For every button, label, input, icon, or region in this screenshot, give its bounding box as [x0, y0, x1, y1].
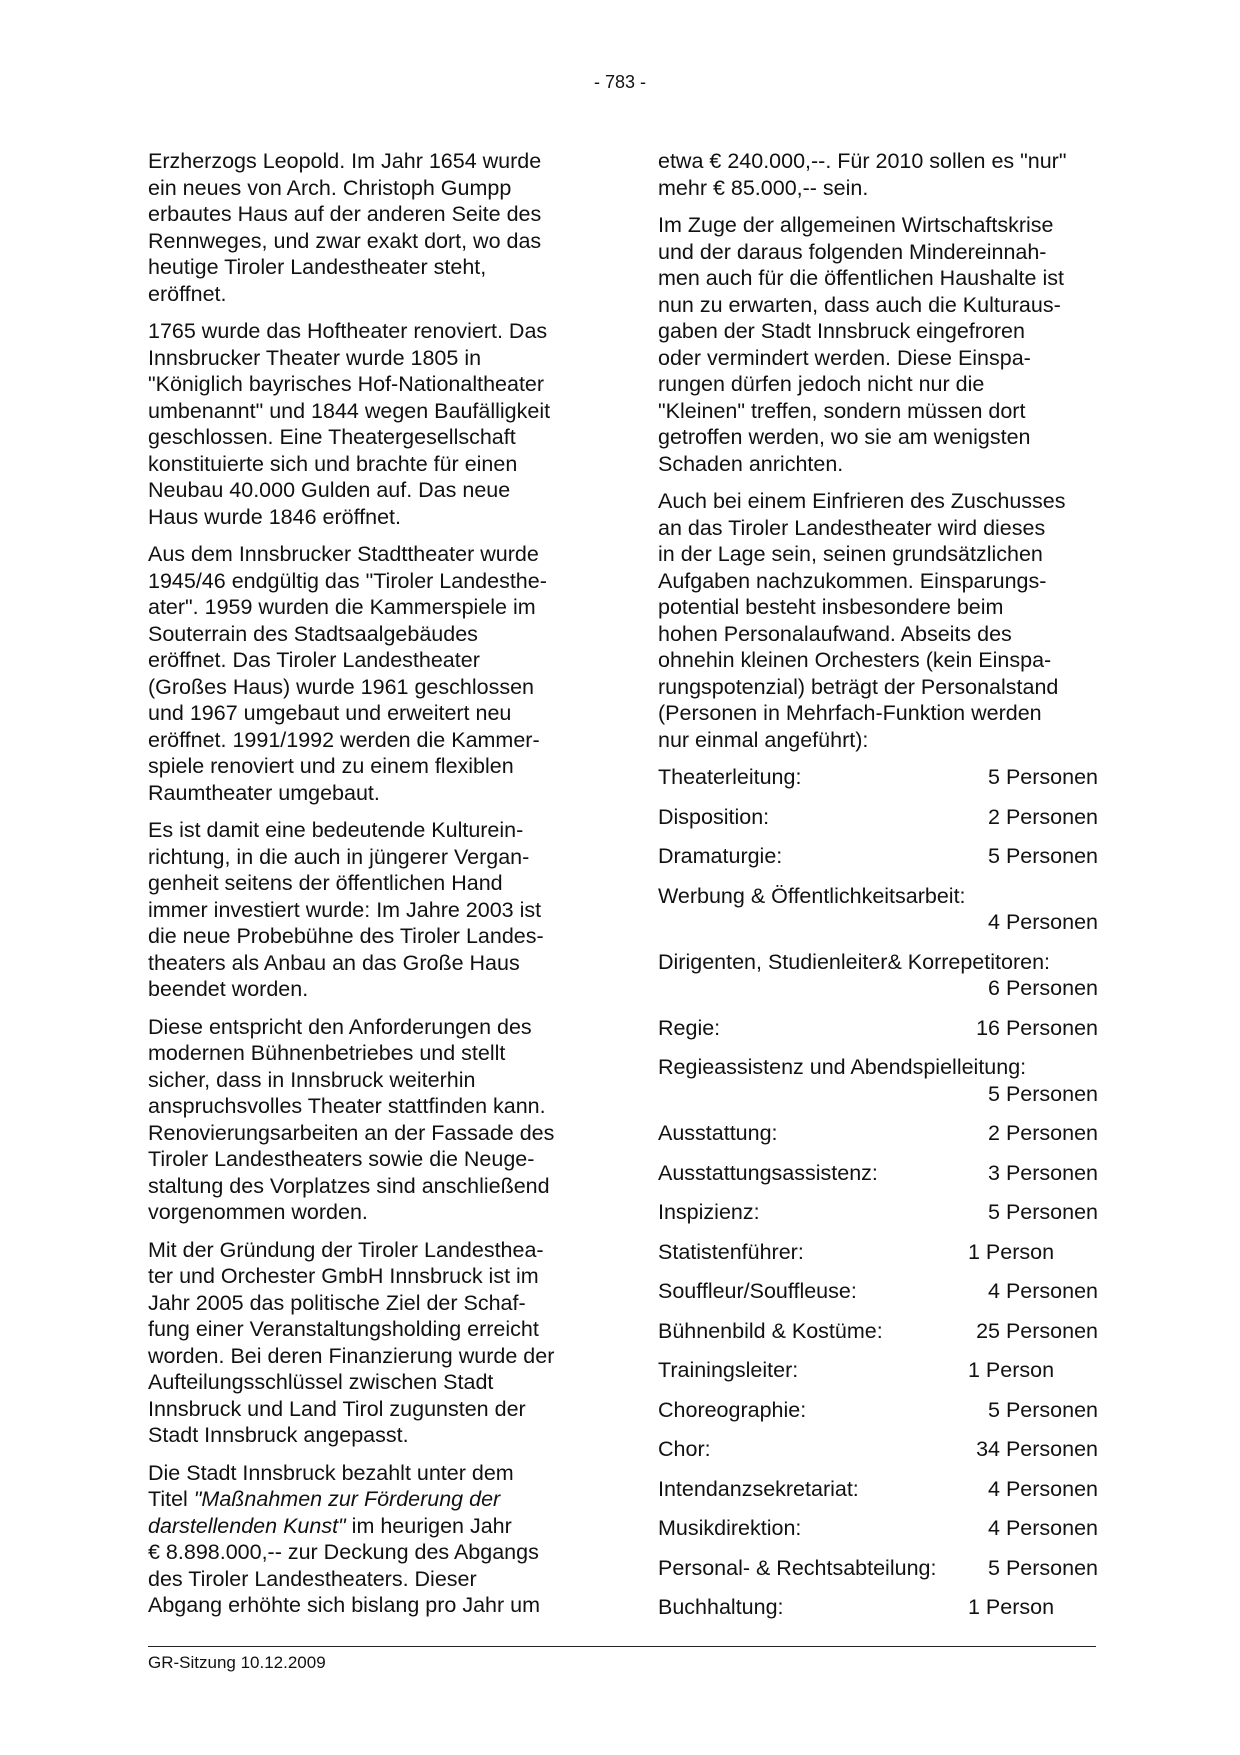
text-line: eröffnet.	[148, 281, 227, 306]
text-line: 1765 wurde das Hoftheater renoviert. Das	[148, 319, 548, 343]
text-line: eröffnet. 1991/1992 werden die Kammer-	[148, 727, 540, 752]
text-line: Rennweges, und zwar exakt dort, wo das	[148, 228, 542, 253]
staff-row	[658, 1160, 1108, 1187]
text-line: die neue Probebühne des Tiroler Landes-	[148, 924, 544, 948]
right-paragraphs	[658, 148, 1108, 753]
text-line: Raumtheater umgebaut.	[148, 780, 380, 805]
staff-label: Regieassistenz und Abendspielleitung:	[658, 1055, 1027, 1079]
text-line: Aus dem Innsbrucker Stadttheater wurde	[148, 542, 539, 566]
text-line: immer investiert wurde: Im Jahre 2003 ist	[148, 897, 542, 922]
text-line: rungen dürfen jedoch nicht nur die	[658, 372, 985, 396]
text-line: eröffnet. Das Tiroler Landestheater	[148, 648, 480, 672]
paragraph	[148, 817, 588, 1003]
text-line: konstituierte sich und brachte für einen	[148, 451, 518, 476]
staff-label: Disposition:	[658, 804, 770, 829]
staff-count: 4 Personen	[988, 1516, 1098, 1540]
paragraph	[148, 541, 588, 806]
paragraph	[148, 318, 588, 530]
staff-label: Bühnenbild & Kostüme:	[658, 1318, 883, 1343]
staff-label: Chor:	[658, 1437, 711, 1461]
text-line: Renovierungsarbeiten an der Fassade des	[148, 1120, 555, 1145]
text-line: Neubau 40.000 Gulden auf. Das neue	[148, 478, 511, 502]
text-line: und 1967 umgebaut und erweitert neu	[148, 701, 512, 725]
staff-count: 25 Personen	[976, 1318, 1098, 1343]
text-line: Erzherzogs Leopold. Im Jahr 1654 wurde	[148, 149, 542, 173]
staff-label: Choreographie:	[658, 1397, 807, 1422]
staff-label: Dirigenten, Studienleiter& Korrepetitoren:	[658, 949, 1050, 974]
staff-row	[658, 1436, 1108, 1463]
text-line: worden. Bei deren Finanzierung wurde der	[148, 1343, 555, 1368]
staff-label: Regie:	[658, 1015, 721, 1040]
text-line	[148, 1513, 588, 1540]
paragraph	[658, 488, 1108, 753]
text-line: Schaden anrichten.	[658, 451, 844, 476]
staff-count: 34 Personen	[976, 1437, 1098, 1461]
staff-row	[658, 1054, 1108, 1107]
staff-row	[658, 1594, 1108, 1621]
text-line: hohen Personalaufwand. Abseits des	[658, 621, 1012, 646]
staff-row	[658, 949, 1108, 1002]
staff-row	[658, 1278, 1108, 1305]
staff-count: 1 Person	[968, 1595, 1055, 1619]
text-line: ater". 1959 wurden die Kammerspiele im	[148, 595, 536, 619]
page-number: - 783 -	[593, 72, 647, 92]
paragraph	[658, 212, 1108, 477]
staff-count: 3 Personen	[988, 1160, 1098, 1185]
staff-label: Ausstattung:	[658, 1121, 778, 1145]
staff-count: 1 Person	[968, 1358, 1055, 1382]
paragraph	[148, 1237, 588, 1449]
staff-count: 5 Personen	[988, 844, 1098, 868]
staff-row	[658, 843, 1108, 870]
text-line: ohnehin kleinen Orchesters (kein Einspa-	[658, 648, 1052, 672]
staff-label: Intendanzsekretariat:	[658, 1476, 859, 1501]
text-line: etwa € 240.000,--. Für 2010 sollen es "nur"	[658, 149, 1067, 173]
staff-count: 2 Personen	[988, 1121, 1098, 1145]
text-line: Innsbruck und Land Tirol zugunsten der	[148, 1396, 526, 1421]
paragraph	[658, 148, 1108, 201]
text-line: modernen Bühnenbetriebes und stellt	[148, 1041, 506, 1065]
text-line: beendet worden.	[148, 977, 309, 1001]
text-line: geschlossen. Eine Theatergesellschaft	[148, 425, 516, 449]
text-line: Stadt Innsbruck angepasst.	[148, 1423, 409, 1447]
text-line: Aufgaben nachzukommen. Einsparungs-	[658, 568, 1047, 593]
staff-count: 16 Personen	[976, 1015, 1098, 1040]
staff-row	[658, 1397, 1108, 1424]
text-line: Souterrain des Stadtsaalgebäudes	[148, 621, 478, 646]
text-line: Innsbrucker Theater wurde 1805 in	[148, 345, 482, 370]
left-paragraphs	[148, 148, 588, 1449]
text-line: umbenannt" und 1844 wegen Baufälligkeit	[148, 398, 551, 423]
staff-count: 5 Personen	[988, 1555, 1098, 1580]
staff-label: Trainingsleiter:	[658, 1358, 799, 1382]
text-line: oder vermindert werden. Diese Einspa-	[658, 345, 1031, 370]
text-line: fung einer Veranstaltungsholding erreicht	[148, 1317, 539, 1341]
text-fragment: Titel	[148, 1487, 194, 1511]
staff-row	[658, 1476, 1108, 1503]
staff-list	[658, 764, 1108, 1621]
staff-row	[658, 1120, 1108, 1147]
italic-title: darstellenden Kunst"	[148, 1513, 346, 1538]
text-line: genheit seitens der öffentlichen Hand	[148, 871, 503, 895]
text-line: men auch für die öffentlichen Haushalte ist	[658, 266, 1064, 290]
staff-row	[658, 804, 1108, 831]
staff-row	[658, 1199, 1108, 1226]
text-line: potential besteht insbesondere beim	[658, 595, 1004, 619]
text-line: "Königlich bayrisches Hof-Nationaltheater	[148, 372, 545, 396]
staff-count: 5 Personen	[988, 1081, 1098, 1106]
text-line: Im Zuge der allgemeinen Wirtschaftskrise	[658, 213, 1054, 237]
footer-divider	[148, 1646, 1096, 1647]
staff-count: 1 Person	[968, 1239, 1055, 1264]
text-line: spiele renoviert und zu einem flexiblen	[148, 754, 514, 778]
text-line: Aufteilungsschlüssel zwischen Stadt	[148, 1370, 494, 1394]
text-line: nun zu erwarten, dass auch die Kulturaus-	[658, 292, 1061, 317]
text-line: 1945/46 endgültig das "Tiroler Landesthe-	[148, 568, 547, 593]
text-line: Abgang erhöhte sich bislang pro Jahr um	[148, 1593, 541, 1617]
staff-count: 4 Personen	[988, 910, 1098, 934]
paragraph-financing	[148, 1460, 588, 1619]
text-line: richtung, in die auch in jüngerer Vergan-	[148, 844, 530, 869]
text-line: an das Tiroler Landestheater wird dieses	[658, 515, 1046, 540]
text-line: (Personen in Mehrfach-Funktion werden	[658, 701, 1042, 725]
paragraph	[148, 1014, 588, 1226]
text-line: Die Stadt Innsbruck bezahlt unter dem	[148, 1460, 514, 1485]
staff-label: Ausstattungsassistenz:	[658, 1160, 878, 1185]
staff-label: Buchhaltung:	[658, 1595, 784, 1619]
staff-count: 4 Personen	[988, 1476, 1098, 1501]
staff-row	[658, 1015, 1108, 1042]
staff-label: Werbung & Öffentlichkeitsarbeit:	[658, 883, 966, 908]
staff-row	[658, 1357, 1108, 1384]
staff-count: 2 Personen	[988, 804, 1098, 829]
staff-row	[658, 764, 1108, 791]
text-line: nur einmal angeführt):	[658, 727, 869, 752]
text-line: "Kleinen" treffen, sondern müssen dort	[658, 398, 1026, 423]
staff-label: Personal- & Rechtsabteilung:	[658, 1555, 937, 1580]
text-line: Tiroler Landestheaters sowie die Neuge-	[148, 1147, 535, 1171]
text-line: sicher, dass in Innsbruck weiterhin	[148, 1067, 476, 1092]
text-fragment: im heurigen Jahr	[345, 1513, 512, 1538]
text-line: rungspotenzial) beträgt der Personalstand	[658, 674, 1059, 699]
text-line: Auch bei einem Einfrieren des Zuschusses	[658, 489, 1066, 513]
staff-label: Inspizienz:	[658, 1200, 760, 1224]
text-line: € 8.898.000,-- zur Deckung des Abgangs	[148, 1540, 539, 1564]
text-line: mehr € 85.000,-- sein.	[658, 175, 869, 200]
text-line: in der Lage sein, seinen grundsätzlichen	[658, 542, 1043, 566]
staff-row	[658, 883, 1108, 936]
paragraph	[148, 148, 588, 307]
footer: GR-Sitzung 10.12.2009	[148, 1653, 326, 1672]
staff-label: Dramaturgie:	[658, 844, 783, 868]
text-line: Diese entspricht den Anforderungen des	[148, 1014, 532, 1039]
left-column	[148, 148, 588, 1630]
text-line: Es ist damit eine bedeutende Kulturein-	[148, 818, 524, 842]
staff-count: 5 Personen	[988, 1200, 1098, 1224]
staff-label: Statistenführer:	[658, 1239, 804, 1264]
text-line: ter und Orchester GmbH Innsbruck ist im	[148, 1264, 539, 1288]
text-line: vorgenommen worden.	[148, 1200, 368, 1224]
text-line: theaters als Anbau an das Große Haus	[148, 950, 520, 975]
text-line: Jahr 2005 das politische Ziel der Schaf-	[148, 1290, 526, 1315]
staff-row	[658, 1239, 1108, 1266]
staff-row	[658, 1515, 1108, 1542]
staff-label: Musikdirektion:	[658, 1516, 802, 1540]
text-line: getroffen werden, wo sie am wenigsten	[658, 425, 1031, 449]
text-line: gaben der Stadt Innsbruck eingefroren	[658, 319, 1025, 343]
text-line: Haus wurde 1846 eröffnet.	[148, 504, 401, 529]
staff-row	[658, 1318, 1108, 1345]
staff-count: 5 Personen	[988, 765, 1098, 789]
text-line	[148, 1486, 588, 1513]
text-line: ein neues von Arch. Christoph Gumpp	[148, 175, 512, 200]
staff-label: Souffleur/Souffleuse:	[658, 1279, 857, 1303]
staff-row	[658, 1555, 1108, 1582]
text-line: Mit der Gründung der Tiroler Landesthea-	[148, 1237, 544, 1262]
text-line: heutige Tiroler Landestheater steht,	[148, 255, 487, 279]
italic-title: "Maßnahmen zur Förderung der	[193, 1487, 501, 1511]
staff-count: 4 Personen	[988, 1279, 1098, 1303]
staff-count: 5 Personen	[988, 1397, 1098, 1422]
text-line: und der daraus folgenden Mindereinnah-	[658, 239, 1047, 264]
text-line: anspruchsvolles Theater stattfinden kann.	[148, 1094, 546, 1118]
staff-label: Theaterleitung:	[658, 765, 802, 789]
right-column	[658, 148, 1108, 1634]
staff-count: 6 Personen	[988, 976, 1098, 1000]
text-line: (Großes Haus) wurde 1961 geschlossen	[148, 674, 534, 699]
text-line: staltung des Vorplatzes sind anschließend	[148, 1173, 550, 1198]
text-line: erbautes Haus auf der anderen Seite des	[148, 202, 542, 226]
text-line: des Tiroler Landestheaters. Dieser	[148, 1566, 477, 1591]
